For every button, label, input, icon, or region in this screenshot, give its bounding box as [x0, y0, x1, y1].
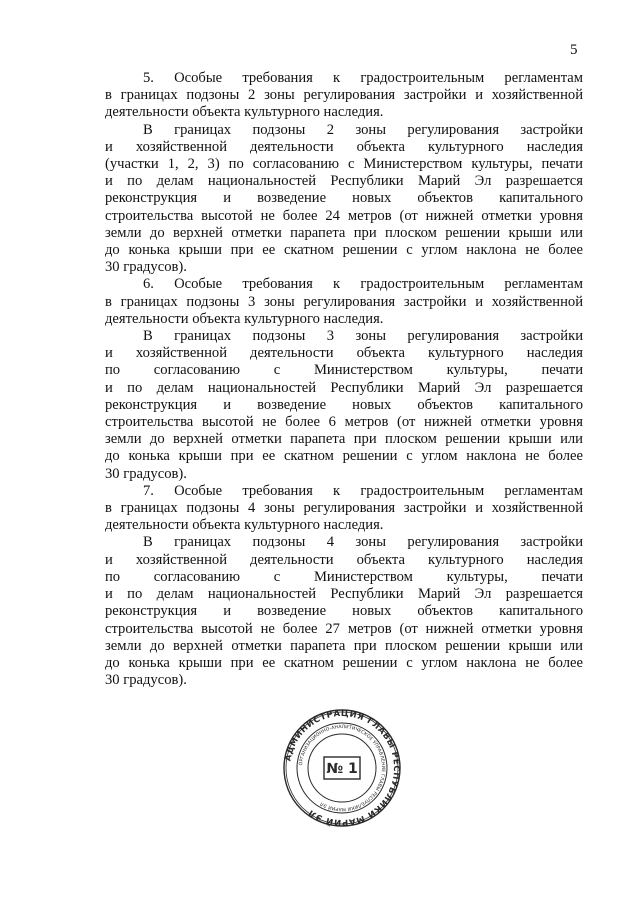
- paragraph: [105, 328, 583, 483]
- text-line: 30 градусов).: [105, 672, 187, 689]
- text-line: по согласованию с Министерством культуры, печати: [105, 362, 583, 379]
- seal-inner-text: ОРГАНИЗАЦИОННО-АНАЛИТИЧЕСКОЕ УПРАВЛЕНИЕ ГЛАВЫ РЕСПУБЛИКИ МАРИЙ ЭЛ: [299, 724, 386, 812]
- text-line: до конька крыши при ее скатном решении с углом наклона не более: [105, 242, 583, 259]
- text-line: (участки 1, 2, 3) по согласованию с Министерством культуры, печати: [105, 156, 583, 173]
- document-body: [105, 70, 583, 689]
- text-line: земли до верхней отметки парапета при плоском решении крыши или: [105, 637, 583, 654]
- text-line: до конька крыши при ее скатном решении с углом наклона не более: [105, 654, 583, 671]
- text-line: В границах подзоны 2 зоны регулирования застройки: [143, 121, 583, 138]
- text-line: реконструкция и возведение новых объектов капитального: [105, 190, 583, 207]
- text-line: в границах подзоны 3 зоны регулирования застройки и хозяйственной: [105, 293, 583, 310]
- text-line: земли до верхней отметки парапета при плоском решении крыши или: [105, 431, 583, 448]
- seal-number: № 1: [326, 761, 358, 777]
- text-line: строительства высотой не более 27 метров (от нижней отметки уровня: [105, 620, 583, 637]
- text-line: В границах подзоны 3 зоны регулирования застройки: [143, 328, 583, 345]
- text-line: 5. Особые требования к градостроительным регламентам: [143, 70, 583, 86]
- paragraph: [105, 483, 583, 535]
- text-line: деятельности объекта культурного наследия.: [105, 310, 384, 327]
- text-line: 30 градусов).: [105, 465, 187, 482]
- page-number: 5: [570, 42, 578, 58]
- text-line: 7. Особые требования к градостроительным регламентам: [143, 482, 583, 499]
- text-line: и по делам национальностей Республики Марий Эл разрешается: [105, 586, 583, 603]
- text-line: земли до верхней отметки парапета при плоском решении крыши или: [105, 224, 583, 241]
- text-line: В границах подзоны 4 зоны регулирования застройки: [143, 534, 583, 551]
- text-line: деятельности объекта культурного наследия.: [105, 517, 384, 534]
- paragraph: [105, 534, 583, 689]
- text-line: 6. Особые требования к градостроительным регламентам: [143, 276, 583, 293]
- text-line: в границах подзоны 2 зоны регулирования застройки и хозяйственной: [105, 87, 583, 104]
- text-line: и по делам национальностей Республики Марий Эл разрешается: [105, 173, 583, 190]
- text-line: по согласованию с Министерством культуры, печати: [105, 568, 583, 585]
- text-line: реконструкция и возведение новых объектов капитального: [105, 396, 583, 413]
- text-line: и хозяйственной деятельности объекта культурного наследия: [105, 138, 583, 155]
- paragraph: [105, 70, 583, 122]
- seal-outer-text: АДМИНИСТРАЦИЯ ГЛАВЫ РЕСПУБЛИКИ МАРИЙ ЭЛ: [282, 708, 402, 828]
- text-line: и хозяйственной деятельности объекта культурного наследия: [105, 345, 583, 362]
- official-seal: [282, 708, 402, 828]
- text-line: деятельности объекта культурного наследия.: [105, 104, 384, 121]
- paragraph: [105, 276, 583, 328]
- text-line: 30 градусов).: [105, 259, 187, 276]
- text-line: строительства высотой не более 6 метров (от нижней отметки уровня: [105, 414, 583, 431]
- text-line: и по делам национальностей Республики Марий Эл разрешается: [105, 379, 583, 396]
- text-line: реконструкция и возведение новых объектов капитального: [105, 603, 583, 620]
- text-line: до конька крыши при ее скатном решении с углом наклона не более: [105, 448, 583, 465]
- text-line: строительства высотой не более 24 метров (от нижней отметки уровня: [105, 207, 583, 224]
- text-line: и хозяйственной деятельности объекта культурного наследия: [105, 551, 583, 568]
- paragraph: [105, 122, 583, 277]
- text-line: в границах подзоны 4 зоны регулирования застройки и хозяйственной: [105, 500, 583, 517]
